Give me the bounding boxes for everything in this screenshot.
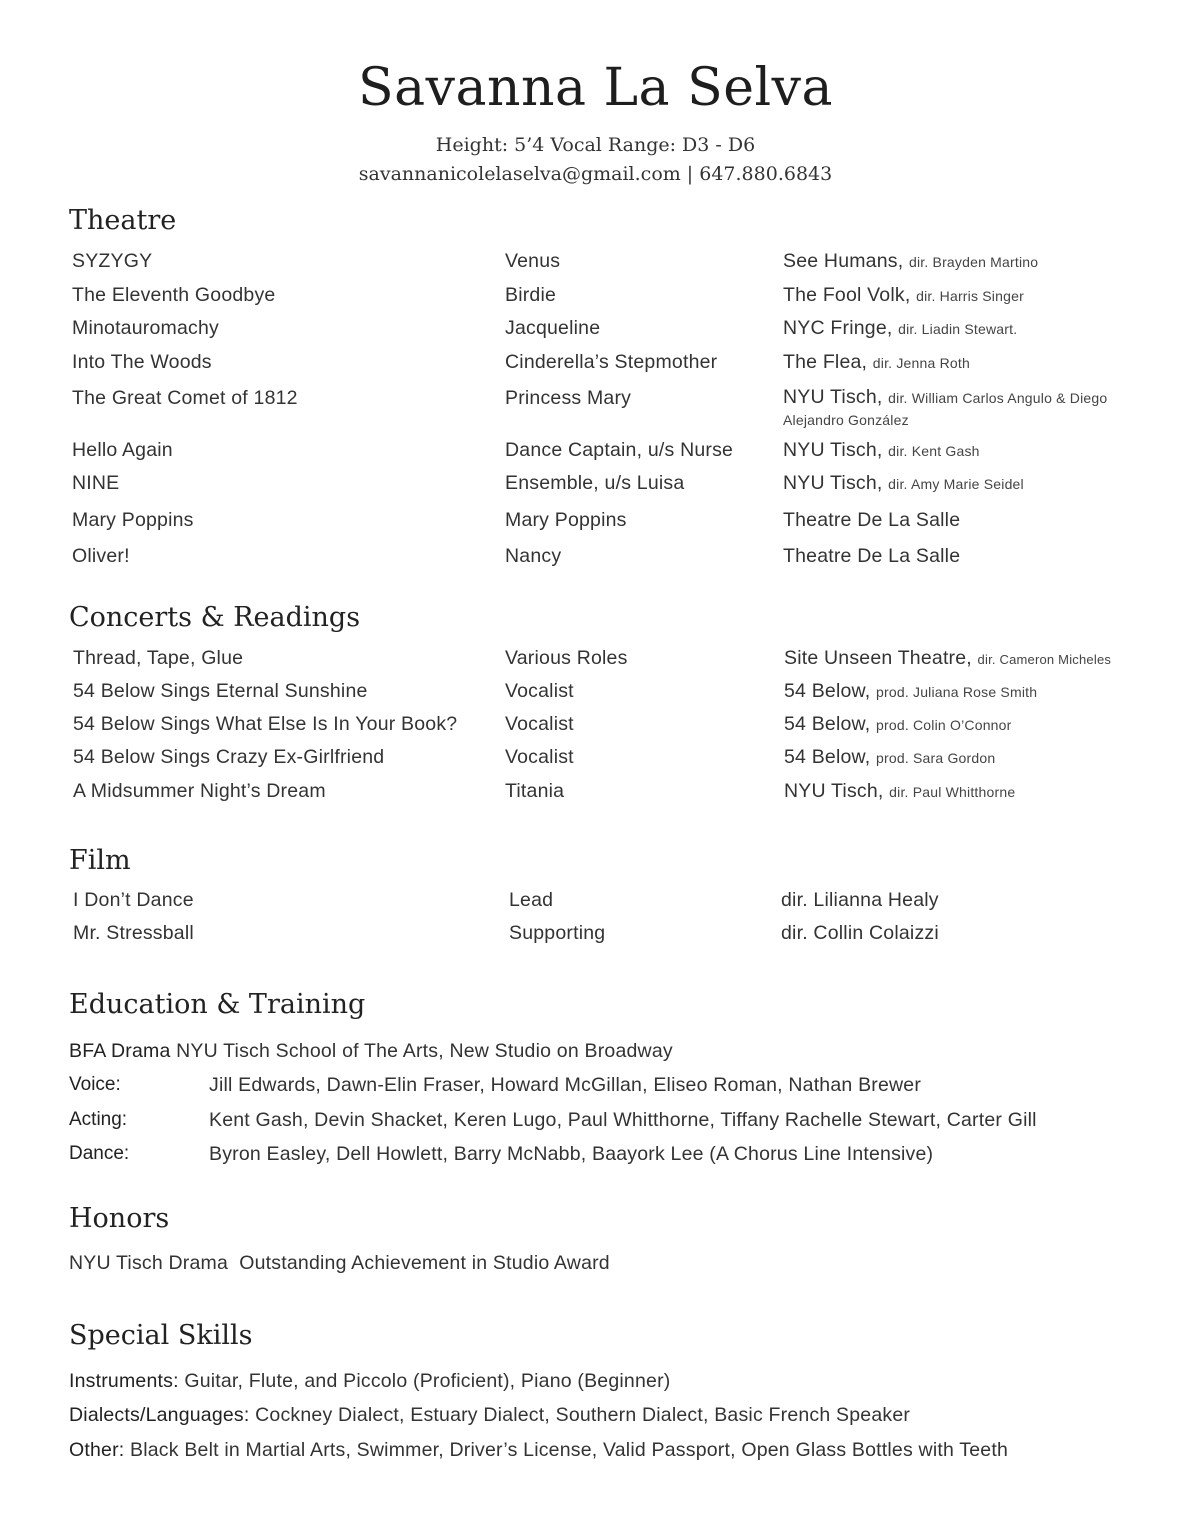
other-skills-line (69, 1439, 1008, 1462)
film-section-title: Film (69, 845, 131, 876)
venue-name: NYU Tisch, (784, 780, 884, 802)
venue-name: Site Unseen Theatre, (784, 647, 972, 669)
venue-name: The Flea, (783, 351, 868, 373)
venue (783, 472, 1024, 495)
director-credit: dir. Kent Gash (888, 443, 980, 459)
venue (784, 713, 1012, 736)
show-title: Thread, Tape, Glue (73, 647, 244, 669)
venue (783, 317, 1017, 340)
acting-teachers: Kent Gash, Devin Shacket, Keren Lugo, Paul Whitthorne, Tiffany Rachelle Stewart, Carter Gill (209, 1109, 1037, 1131)
role: Mary Poppins (505, 509, 627, 531)
director-credit: dir. Amy Marie Seidel (888, 476, 1024, 492)
role: Titania (505, 780, 565, 802)
instruments-label: Instruments: (69, 1370, 179, 1392)
instruments-line (69, 1370, 670, 1393)
director-credit: dir. Lilianna Healy (781, 889, 939, 911)
role: Jacqueline (505, 317, 601, 339)
dialects-label: Dialects/Languages: (69, 1404, 250, 1426)
dialects-line (69, 1404, 910, 1427)
theatre-row (0, 472, 1191, 512)
show-title: Oliver! (72, 545, 130, 567)
show-title: Hello Again (72, 439, 173, 461)
director-credit: dir. Liadin Stewart. (898, 321, 1018, 337)
venue (783, 439, 980, 462)
theatre-row (0, 351, 1191, 391)
role: Dance Captain, u/s Nurse (505, 439, 734, 461)
producer-credit: prod. Sara Gordon (876, 750, 996, 766)
degree-label: BFA Drama (69, 1040, 171, 1062)
voice-label: Voice: (69, 1074, 121, 1095)
degree-line (69, 1040, 673, 1063)
venue-name: NYU Tisch, (783, 386, 883, 408)
film-row (0, 922, 1191, 962)
venue (783, 351, 970, 374)
role: Lead (509, 889, 554, 911)
contact-info: savannanicolelaselva@gmail.com | 647.880.6843 (358, 163, 833, 185)
show-title: SYZYGY (72, 250, 153, 272)
role: Princess Mary (505, 387, 632, 409)
show-title: The Eleventh Goodbye (72, 284, 276, 306)
venue (783, 250, 1038, 273)
venue (783, 387, 1113, 431)
resume-name: Savanna La Selva (358, 58, 833, 118)
venue (783, 284, 1024, 307)
role: Nancy (505, 545, 562, 567)
role: Supporting (509, 922, 606, 944)
voice-teachers: Jill Edwards, Dawn-Elin Fraser, Howard McGillan, Eliseo Roman, Nathan Brewer (209, 1074, 922, 1096)
other-text: Black Belt in Martial Arts, Swimmer, Driver’s License, Valid Passport, Open Glass Bottles with Teeth (130, 1439, 1008, 1461)
education-section-title: Education & Training (69, 989, 366, 1020)
venue (784, 746, 995, 769)
director-credit: dir. Jenna Roth (872, 355, 970, 371)
venue-name: Theatre De La Salle (783, 509, 961, 531)
theatre-row (0, 387, 1191, 437)
producer-credit: prod. Juliana Rose Smith (876, 684, 1038, 700)
theatre-row (0, 545, 1191, 585)
film-title: I Don’t Dance (73, 889, 194, 911)
producer-credit: prod. Colin O’Connor (876, 717, 1012, 733)
venue-name: NYU Tisch, (783, 439, 883, 461)
venue-name: 54 Below, (784, 746, 871, 768)
theatre-section-title: Theatre (69, 205, 177, 236)
honor-item: NYU Tisch Drama Outstanding Achievement in Studio Award (69, 1252, 610, 1274)
role: Venus (505, 250, 561, 272)
venue (783, 545, 960, 568)
director-credit: dir. Cameron Micheles (977, 652, 1112, 667)
venue-name: Theatre De La Salle (783, 545, 961, 567)
venue-name: 54 Below, (784, 713, 871, 735)
film-title: Mr. Stressball (73, 922, 194, 944)
honors-section-title: Honors (69, 1203, 170, 1234)
role: Vocalist (505, 746, 574, 768)
dance-label: Dance: (69, 1143, 130, 1164)
venue-name: 54 Below, (784, 680, 871, 702)
venue-name: NYC Fringe, (783, 317, 893, 339)
concerts-section-title: Concerts & Readings (69, 602, 361, 633)
role: Ensemble, u/s Luisa (505, 472, 685, 494)
concert-row (0, 780, 1191, 820)
show-title: A Midsummer Night’s Dream (73, 780, 326, 802)
venue (784, 680, 1037, 703)
director-credit: dir. Paul Whitthorne (889, 784, 1016, 800)
role: Birdie (505, 284, 557, 306)
show-title: 54 Below Sings Crazy Ex-Girlfriend (73, 746, 385, 768)
show-title: 54 Below Sings Eternal Sunshine (73, 680, 368, 702)
venue (784, 780, 1015, 803)
show-title: Mary Poppins (72, 509, 194, 531)
other-label: Other: (69, 1439, 125, 1461)
venue (784, 647, 1111, 670)
role: Vocalist (505, 680, 574, 702)
venue-name: NYU Tisch, (783, 472, 883, 494)
acting-label: Acting: (69, 1109, 128, 1130)
role: Various Roles (505, 647, 628, 669)
dance-teachers: Byron Easley, Dell Howlett, Barry McNabb, Baayork Lee (A Chorus Line Intensive) (209, 1143, 934, 1165)
role: Vocalist (505, 713, 574, 735)
venue-name: See Humans, (783, 250, 904, 272)
director-credit: dir. Harris Singer (916, 288, 1024, 304)
show-title: 54 Below Sings What Else Is In Your Book? (73, 713, 458, 735)
director-credit: dir. William Carlos Angulo & Diego Alejandro González (783, 390, 1108, 428)
role: Cinderella’s Stepmother (505, 351, 718, 373)
show-title: NINE (72, 472, 120, 494)
instruments-text: Guitar, Flute, and Piccolo (Proficient), Piano (Beginner) (184, 1370, 671, 1392)
show-title: Minotauromachy (72, 317, 219, 339)
director-credit: dir. Brayden Martino (908, 254, 1039, 270)
venue (783, 509, 960, 532)
show-title: The Great Comet of 1812 (72, 387, 298, 409)
director-credit: dir. Collin Colaizzi (781, 922, 939, 944)
skills-section-title: Special Skills (69, 1320, 253, 1351)
dialects-text: Cockney Dialect, Estuary Dialect, Southern Dialect, Basic French Speaker (255, 1404, 911, 1426)
venue-name: The Fool Volk, (783, 284, 911, 306)
degree-text: NYU Tisch School of The Arts, New Studio on Broadway (176, 1040, 673, 1062)
show-title: Into The Woods (72, 351, 212, 373)
theatre-row (0, 509, 1191, 549)
height-vocal-range: Height: 5’4 Vocal Range: D3 - D6 (435, 134, 756, 156)
